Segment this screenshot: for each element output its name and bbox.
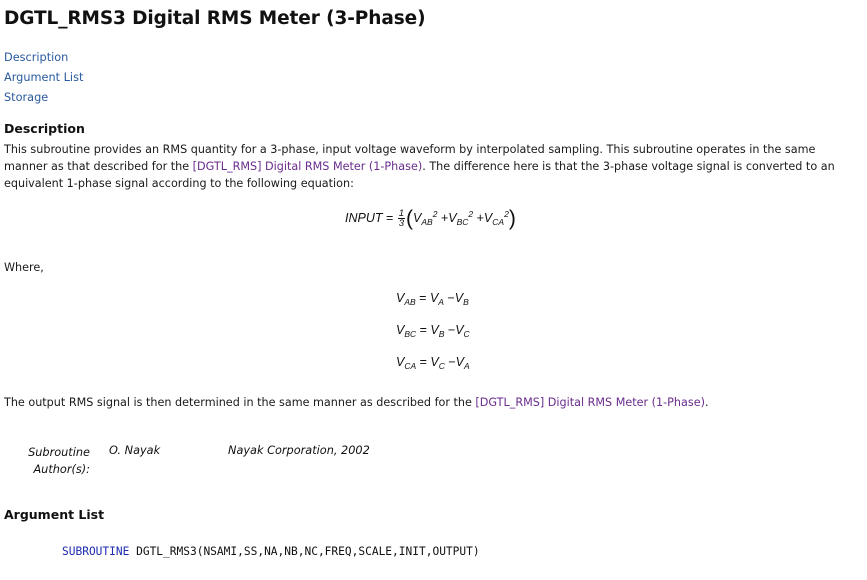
eq-close-paren: ) xyxy=(508,207,516,230)
page-title: DGTL_RMS3 Digital RMS Meter (3-Phase) xyxy=(4,8,426,29)
def-b: V xyxy=(455,323,464,337)
subroutine-signature xyxy=(62,545,480,558)
code-keyword: SUBROUTINE xyxy=(62,545,130,558)
description-paragraph xyxy=(4,141,860,192)
eq-term-exp: 2 xyxy=(504,209,509,219)
argument-list-heading: Argument List xyxy=(4,507,105,522)
eq-equals: = xyxy=(382,211,397,225)
description-text-1: This subroutine provides an RMS quantity for a 3-phase, input voltage waveform by interpolated sampling. This subroutine operates in the same manner as that described for the xyxy=(4,143,816,173)
author-label-line1: Subroutine xyxy=(28,446,90,459)
toc-link-storage[interactable]: Storage xyxy=(4,91,49,104)
def-equals: = xyxy=(415,291,430,305)
def-a-sub: A xyxy=(438,297,444,307)
def-lhs: V xyxy=(396,291,405,305)
output-text-1: The output RMS signal is then determined in the same manner as described for the xyxy=(4,396,476,409)
eq-open-paren: ( xyxy=(406,207,414,230)
output-paragraph xyxy=(4,394,860,411)
author-organization: Nayak Corporation, 2002 xyxy=(228,444,370,457)
def-a: V xyxy=(430,355,439,369)
eq-term-sub: AB xyxy=(421,217,433,227)
eq-term-v: V xyxy=(448,211,457,225)
input-equation xyxy=(345,207,516,231)
eq-term-exp: 2 xyxy=(468,209,474,219)
def-lhs-sub: BC xyxy=(404,329,417,339)
author-label-line2: Author(s): xyxy=(33,463,90,476)
eq-frac-num: 1 xyxy=(398,208,405,220)
author-name: O. Nayak xyxy=(109,444,161,457)
eq-term-v: V xyxy=(483,211,493,225)
def-a: V xyxy=(429,291,439,305)
def-vca xyxy=(396,355,470,371)
eq-term-sub: BC xyxy=(456,217,469,227)
description-text-2: . The difference here is that the 3-phase voltage signal is converted to an equivalent 1-phase signal according to the following equation: xyxy=(4,160,835,190)
output-text-2: . xyxy=(704,396,709,409)
eq-lhs: INPUT xyxy=(345,211,383,225)
eq-term-exp: 2 xyxy=(432,209,438,219)
def-minus: − xyxy=(443,291,455,305)
def-minus: − xyxy=(444,323,456,337)
eq-term-v: V xyxy=(413,211,422,225)
code-signature: DGTL_RMS3(NSAMI,SS,NA,NB,NC,FREQ,SCALE,INIT,OUTPUT) xyxy=(129,545,480,558)
def-vab xyxy=(396,291,469,307)
eq-frac-den: 3 xyxy=(398,218,405,230)
def-a: V xyxy=(430,323,439,337)
eq-plus: + xyxy=(437,211,449,225)
where-label: Where, xyxy=(4,261,44,274)
description-heading: Description xyxy=(4,121,85,136)
link-dgtl-rms-1[interactable]: [DGTL_RMS] Digital RMS Meter (1-Phase) xyxy=(192,160,423,173)
def-lhs: V xyxy=(396,355,405,369)
eq-term-sub: CA xyxy=(492,217,505,227)
def-b-sub: A xyxy=(464,361,470,371)
def-a-sub: C xyxy=(438,361,445,371)
def-b-sub: C xyxy=(463,329,470,339)
def-lhs-sub: CA xyxy=(404,361,417,371)
def-equals: = xyxy=(416,355,431,369)
link-dgtl-rms-2[interactable]: [DGTL_RMS] Digital RMS Meter (1-Phase) xyxy=(475,396,705,409)
def-b: V xyxy=(454,291,464,305)
author-label xyxy=(20,444,90,478)
def-lhs-sub: AB xyxy=(404,297,416,307)
table-of-contents xyxy=(4,50,83,110)
eq-fraction xyxy=(398,209,405,228)
def-vbc xyxy=(396,323,470,339)
def-b-sub: B xyxy=(463,297,469,307)
toc-link-argument-list[interactable]: Argument List xyxy=(4,71,84,84)
def-lhs: V xyxy=(396,323,405,337)
def-minus: − xyxy=(444,355,456,369)
def-a-sub: B xyxy=(438,329,445,339)
toc-link-description[interactable]: Description xyxy=(4,51,69,64)
def-b: V xyxy=(455,355,465,369)
def-equals: = xyxy=(416,323,431,337)
eq-plus: + xyxy=(473,211,484,225)
